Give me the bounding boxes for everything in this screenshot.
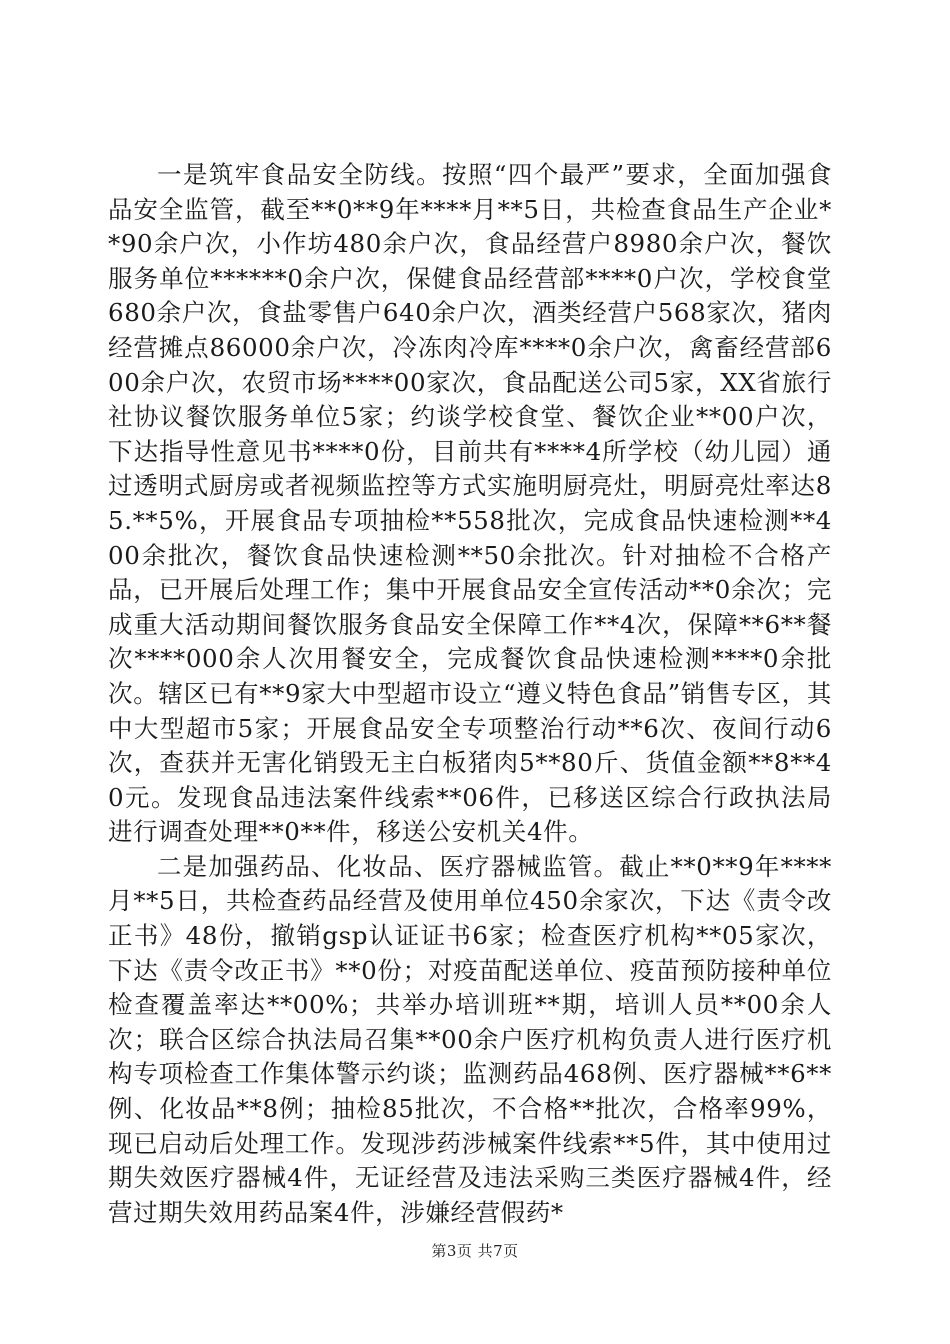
page-number: 第3页 共7页 — [431, 1242, 519, 1260]
page-footer — [0, 1240, 950, 1261]
paragraph-drug-cosmetic-device: 二是加强药品、化妆品、医疗器械监管。截止**0**9年****月**5日，共检查药品经营及使用单位450余家次，下达《责令改正书》48份，撤销gsp认证证书6家；检查医疗机构**05家次，下达《责令改正书》**0份；对疫苗配送单位、疫苗预防接种单位检查覆盖率达**00%；共举办培训班**期，培训人员**00余人次；联合区综合执法局召集**00余户医疗机构负责人进行医疗机构专项检查工作集体警示约谈；监测药品468例、医疗器械**6**例、化妆品**8例；抽检85批次，不合格**批次，合格率99%，现已启动后处理工作。发现涉药涉械案件线索**5件，其中使用过期失效医疗器械4件，无证经营及违法采购三类医疗器械4件，经营过期失效用药品案4件，涉嫌经营假药* — [108, 851, 832, 1227]
document-body — [108, 158, 832, 1230]
paragraph-food-safety: 一是筑牢食品安全防线。按照“四个最严”要求，全面加强食品安全监管，截至**0**9年****月**5日，共检查食品生产企业**90余户次，小作坊480余户次，食品经营户8980余户次，餐饮服务单位******0余户次，保健食品经营部****0户次，学校食堂680余户次，食盐零售户640余户次，酒类经营户568家次，猪肉经营摊点86000余户次，冷冻肉冷库****0余户次，禽畜经营部600余户次，农贸市场****00家次，食品配送公司5家，XX省旅行社协议餐饮服务单位5家；约谈学校食堂、餐饮企业**00户次，下达指导性意见书****0份，目前共有****4所学校（幼儿园）通过透明式厨房或者视频监控等方式实施明厨亮灶，明厨亮灶率达85.**5%，开展食品专项抽检**558批次，完成食品快速检测**400余批次，餐饮食品快速检测**50余批次。针对抽检不合格产品，已开展后处理工作；集中开展食品安全宣传活动**0余次；完成重大活动期间餐饮服务食品安全保障工作**4次，保障**6**餐次****000余人次用餐安全，完成餐饮食品快速检测****0余批次。辖区已有**9家大中型超市设立“遵义特色食品”销售专区，其中大型超市5家；开展食品安全专项整治行动**6次、夜间行动6次，查获并无害化销毁无主白板猪肉5**80斤、货值金额**8**40元。发现食品违法案件线索**06件，已移送区综合行政执法局进行调查处理**0**件，移送公安机关4件。 — [108, 160, 832, 847]
